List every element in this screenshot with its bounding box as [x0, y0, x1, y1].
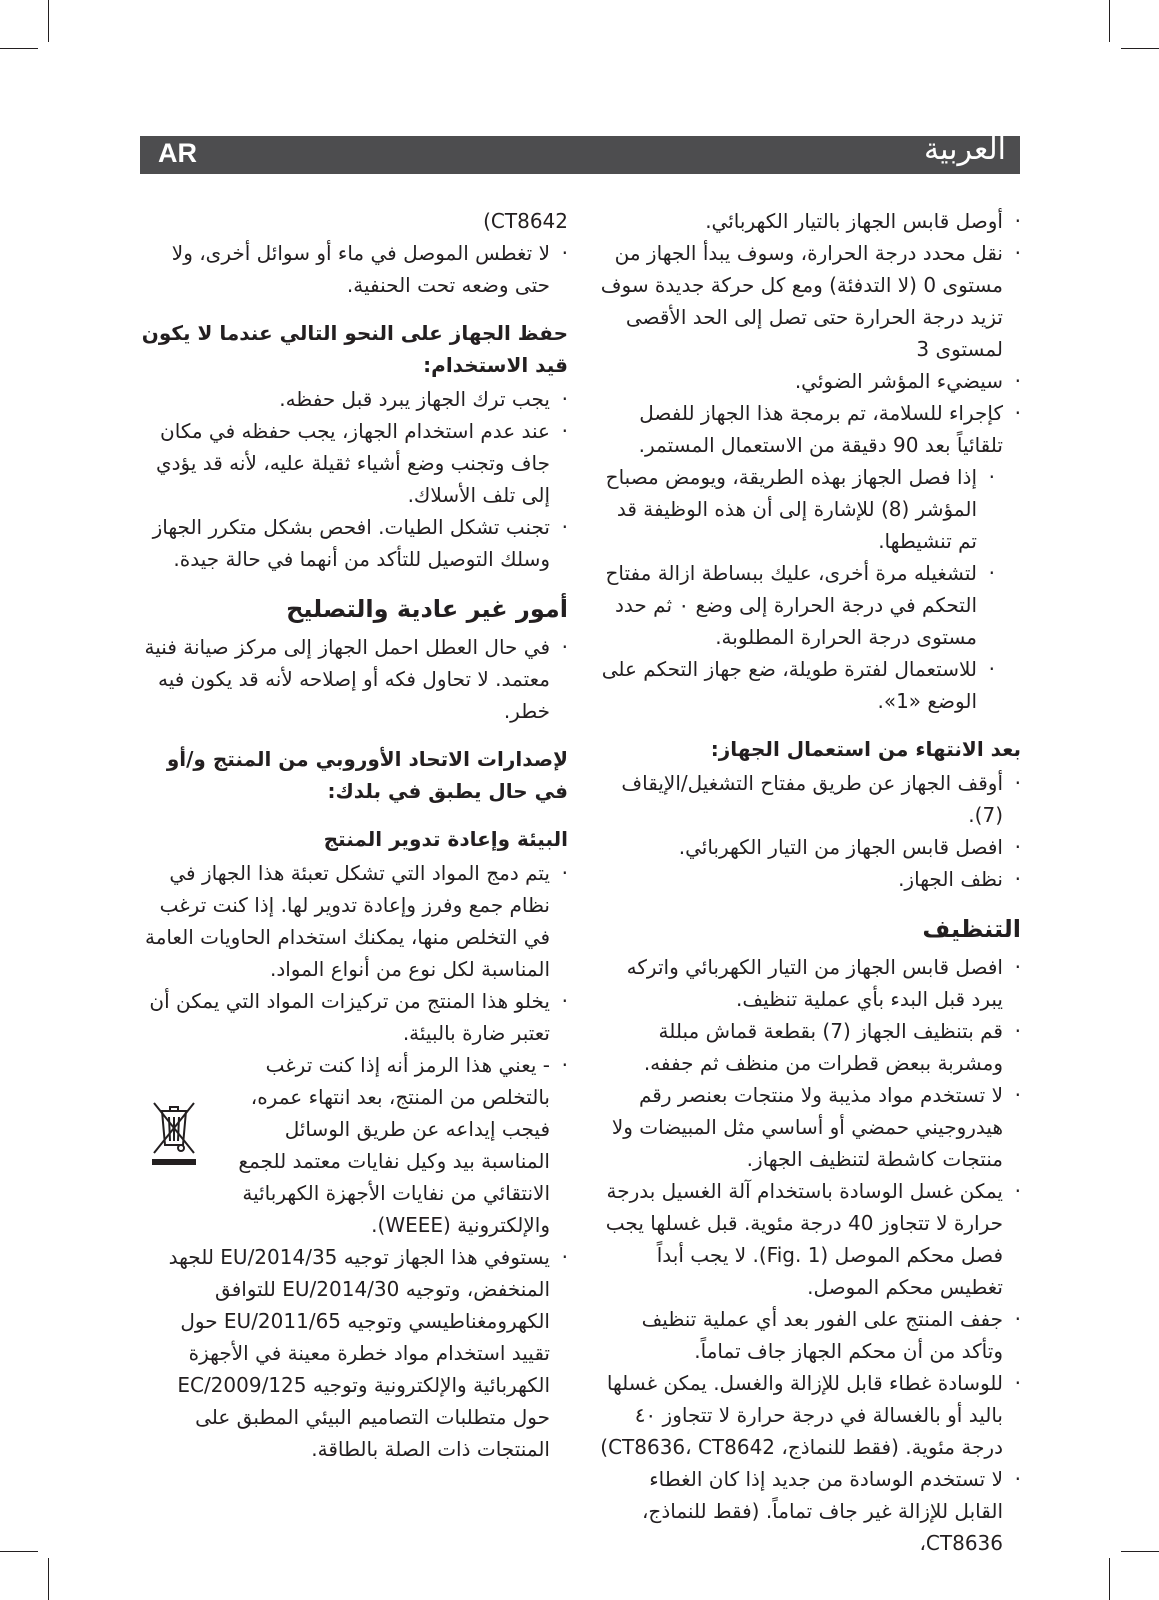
list-item: · يخلو هذا المنتج من تركيزات المواد التي يمكن أن تعتبر ضارة بالبيئة. [140, 985, 568, 1049]
section-title-repairs: أمور غير عادية والتصليح [286, 595, 568, 623]
sub-list-item: · لتشغيله مرة أخرى، عليك ببساطة ازالة مفتاح التحكم في درجة الحرارة إلى وضع ٠ ثم حدد مستوى درجة الحرارة المطلوبة. [597, 557, 1021, 653]
list-item: · لا تستخدم الوسادة من جديد إذا كان الغطاء القابل للإزالة غير جاف تماماً. (فقط للنماذج، CT8636، [597, 1463, 1021, 1559]
section-heading: لإصدارات الاتحاد الأوروبي من المنتج و/أو في حال يطبق في بلدك: [166, 747, 568, 803]
list-item: · نظف الجهاز. [597, 863, 1021, 895]
list-item: · يستوفي هذا الجهاز توجيه EU/2014/35 للجهد المنخفض، وتوجيه EU/2014/30 للتوافق الكهرومغناطيسي وتوجيه EU/2011/65 حول تقييد استخدام مواد خطرة معينة في الأجهزة الكهربائية والإلكترونية وتوجيه EC/2009/125 حول متطلبات التصاميم البيئي المطبق على المنتجات ذات الصلة بالطاقة. [140, 1241, 568, 1465]
list-item: · يتم دمج المواد التي تشكل تعبئة هذا الجهاز في نظام جمع وفرز وإعادة تدوير لها. إذا كنت ترغب في التخلص منها، يمكنك استخدام الحاويات العامة المناسبة لكل نوع من أنواع المواد. [140, 857, 568, 985]
list-item: · جفف المنتج على الفور بعد أي عملية تنظيف وتأكد من أن محكم الجهاز جاف تماماً. [597, 1303, 1021, 1367]
section-heading: حفظ الجهاز على النحو التالي عندما لا يكون قيد الاستخدام: [141, 321, 568, 377]
language-code: AR [158, 138, 197, 168]
crop-mark [0, 48, 38, 49]
list-item: · افصل قابس الجهاز من التيار الكهربائي واتركه يبرد قبل البدء بأي عملية تنظيف. [597, 951, 1021, 1015]
crop-mark [1109, 1558, 1110, 1600]
continued-text: CT8642) [483, 209, 568, 233]
language-header-bar [140, 132, 1020, 174]
list-item: · أوقف الجهاز عن طريق مفتاح التشغيل/الإيقاف (7). [597, 767, 1021, 831]
list-item: · في حال العطل احمل الجهاز إلى مركز صيانة فنية معتمد. لا تحاول فكه أو إصلاحه لأنه قد يكون فيه خطر. [140, 631, 568, 727]
crop-mark [48, 0, 49, 42]
left-column [140, 205, 568, 1465]
list-item: · تجنب تشكل الطيات. افحص بشكل متكرر الجهاز وسلك التوصيل للتأكد من أنهما في حالة جيدة. [140, 511, 568, 575]
list-item: · نقل محدد درجة الحرارة، وسوف يبدأ الجهاز من مستوى 0 (لا التدفئة) ومع كل حركة جديدة سوف تزيد درجة الحرارة حتى تصل إلى الحد الأقصى لمستوى 3 [597, 237, 1021, 365]
section-heading: البيئة وإعادة تدوير المنتج [323, 827, 568, 851]
list-item: · للوسادة غطاء قابل للإزالة والغسل. يمكن غسلها باليد أو بالغسالة في درجة حرارة لا تتجاوز ٤٠ درجة مئوية. (فقط للنماذج، CT8636، CT8642) [597, 1367, 1021, 1463]
list-item: · سيضيء المؤشر الضوئي. [597, 365, 1021, 397]
crop-mark [1121, 1551, 1159, 1552]
weee-text: - يعني هذا الرمز أنه إذا كنت ترغب بالتخلص من المنتج، بعد انتهاء عمره، فيجب إيداعه عن طريق الوسائل المناسبة بيد وكيل نفايات معتمد للجمع الانتقائي من نفايات الأجهزة الكهربائية والإلكترونية (WEEE). [238, 1053, 550, 1237]
list-item: · كإجراء للسلامة، تم برمجة هذا الجهاز للفصل تلقائياً بعد 90 دقيقة من الاستعمال المستمر. [597, 397, 1021, 461]
list-item: · يمكن غسل الوسادة باستخدام آلة الغسيل بدرجة حرارة لا تتجاوز 40 درجة مئوية. قبل غسلها يجب فصل محكم الموصل (Fig. 1). لا يجب أبداً تغطيس محكم الموصل. [597, 1175, 1021, 1303]
list-item: · افصل قابس الجهاز من التيار الكهربائي. [597, 831, 1021, 863]
weee-list-item [140, 1049, 568, 1241]
list-item: · يجب ترك الجهاز يبرد قبل حفظه. [140, 383, 568, 415]
crop-mark [1109, 0, 1110, 42]
sub-list-item: · للاستعمال لفترة طويلة، ضع جهاز التحكم على الوضع «1». [597, 653, 1021, 717]
crop-mark [0, 1551, 38, 1552]
list-item: · لا تستخدم مواد مذيبة ولا منتجات بعنصر رقم هيدروجيني حمضي أو أساسي مثل المبيضات ولا منتجات كاشطة لتنظيف الجهاز. [597, 1079, 1021, 1175]
sub-list-item: · إذا فصل الجهاز بهذه الطريقة، ويومض مصباح المؤشر (8) للإشارة إلى أن هذه الوظيفة قد تم تنشيطها. [597, 461, 1021, 557]
list-item: · عند عدم استخدام الجهاز، يجب حفظه في مكان جاف وتجنب وضع أشياء ثقيلة عليه، لأنه قد يؤدي إلى تلف الأسلاك. [140, 415, 568, 511]
list-item: · قم بتنظيف الجهاز (7) بقطعة قماش مبللة ومشربة ببعض قطرات من منظف ثم جففه. [597, 1015, 1021, 1079]
language-title: العربية [924, 132, 1006, 167]
right-column [597, 205, 1021, 1559]
section-title-cleaning: التنظيف [922, 915, 1021, 943]
list-item: · أوصل قابس الجهاز بالتيار الكهربائي. [597, 205, 1021, 237]
crop-mark [48, 1558, 49, 1600]
section-heading: بعد الانتهاء من استعمال الجهاز: [710, 737, 1021, 761]
crossed-out-wheelie-bin-icon [150, 1097, 198, 1167]
crop-mark [1121, 48, 1159, 49]
list-item: · لا تغطس الموصل في ماء أو سوائل أخرى، ولا حتى وضعه تحت الحنفية. [140, 237, 568, 301]
